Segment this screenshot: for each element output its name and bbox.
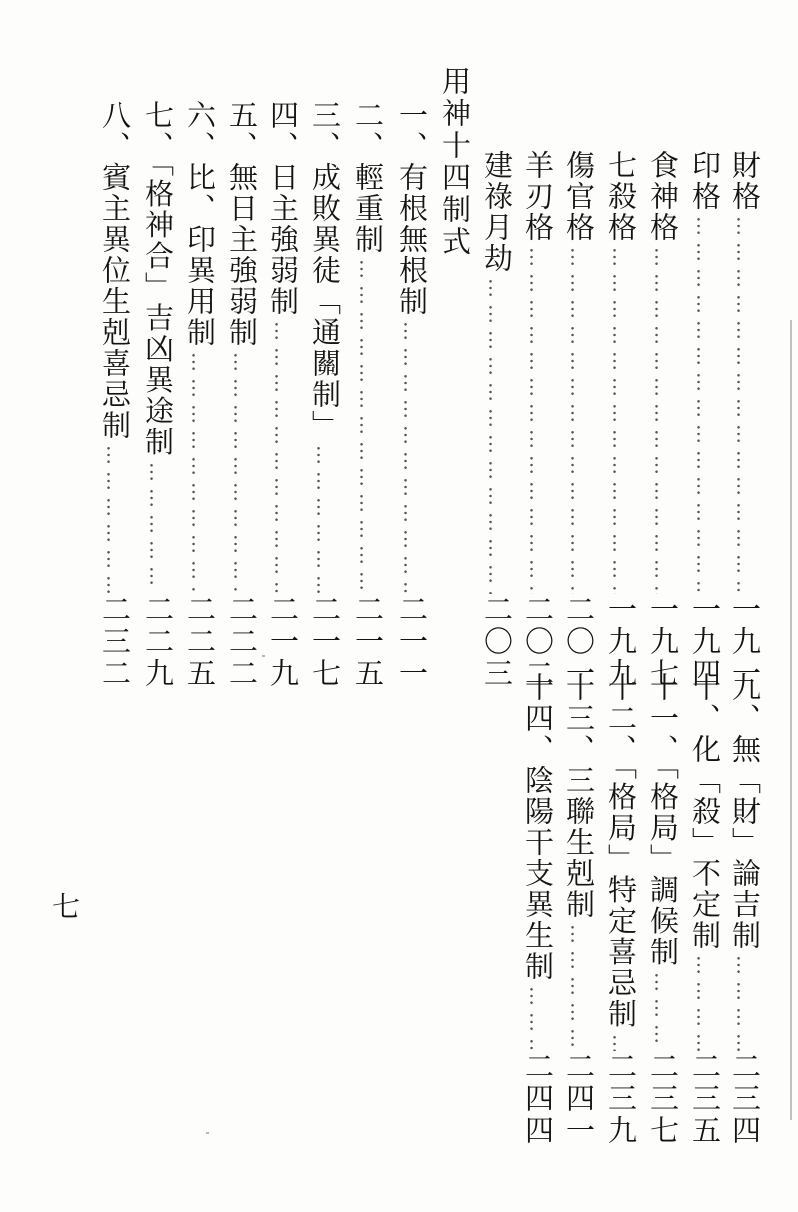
entry-page: 二一九 [266,594,300,690]
entry-title: 九、無「財」論吉制 [728,672,762,951]
toc-entry [183,100,217,690]
entry-title: 建祿月劫 [480,150,514,274]
entry-title: 六、比、印異用制 [183,100,217,348]
toc-entry [480,150,514,690]
entry-title: 傷官格 [562,150,596,243]
toc-entry [728,672,762,1147]
entry-page: 二二九 [141,594,175,690]
toc-entry [646,150,680,690]
toc-entry [604,150,638,690]
leader-dots [105,441,125,594]
toc-entry [395,100,429,690]
entry-page: 二三四 [728,1051,762,1147]
entry-title: 四、日主強弱制 [266,100,300,317]
entry-title: 八、賓主異位生剋喜忌制 [98,100,132,441]
entry-page: 二一五 [351,594,385,690]
toc-entry [266,100,300,690]
leader-dots [653,968,673,1052]
leader-dots [569,243,589,594]
entry-page: 一九一 [728,594,762,690]
entry-page: 二三七 [646,1051,680,1147]
entry-page: 二二二 [225,594,259,690]
entry-page: 一九四 [688,594,722,690]
entry-title: 十三、三聯生剋制 [562,672,596,920]
entry-title: 羊刃格 [521,150,555,243]
leader-dots [148,458,168,595]
binding-edge [790,320,792,1120]
leader-dots [358,255,378,594]
toc-entry [351,100,385,690]
entry-title: 二、輕重制 [351,100,385,255]
toc-entry [688,150,722,690]
entry-title: 十、化「殺」不定制 [688,672,722,951]
leader-dots [487,274,507,594]
entry-title: 十二、「格局」特定喜忌制 [604,672,638,1030]
toc-entry [308,100,342,690]
leader-dots [528,243,548,594]
toc-entry [521,672,555,1147]
leader-dots [528,982,548,1051]
toc-entry [562,150,596,690]
entry-title: 七、「格神合」吉凶異途制 [141,100,175,458]
page-folio: 七 [52,890,81,923]
entry-title: 食神格 [646,150,680,243]
toc-entry [98,100,132,690]
leader-dots [190,348,210,594]
entry-page: 二四一 [562,1051,596,1147]
entry-page: 一九九 [604,594,638,690]
entry-title: 七殺格 [604,150,638,243]
toc-entry [728,150,762,690]
leader-dots [315,441,335,594]
toc-entry [562,672,596,1147]
entry-page: 二〇二 [521,594,555,690]
toc-entry [688,672,722,1147]
paper-speck [206,1132,209,1134]
entry-title: 十一、「格局」調候制 [646,672,680,968]
entry-page: 一九七 [646,594,680,690]
toc-entry [225,100,259,690]
leader-dots [273,317,293,594]
entry-page: 二〇一 [562,594,596,690]
leader-dots [695,212,715,594]
entry-page: 二三二 [98,594,132,690]
entry-page: 二三五 [688,1051,722,1147]
leader-dots [232,348,252,594]
leader-dots [653,243,673,594]
leader-dots [735,951,755,1051]
leader-dots [695,951,715,1051]
entry-title: 五、無日主強弱制 [225,100,259,348]
entry-title: 印格 [688,150,722,212]
entry-page: 二二五 [183,594,217,690]
entry-page: 二四四 [521,1051,555,1147]
entry-page: 二三九 [604,1051,638,1147]
leader-dots [611,1030,631,1052]
toc-entry [141,100,175,690]
paper-speck [262,655,265,657]
leader-dots [735,212,755,594]
leader-dots [569,920,589,1051]
section-heading: 用神十四制式 [438,66,472,258]
entry-title: 一、有根無根制 [395,100,429,317]
toc-entry [521,150,555,690]
leader-dots [402,317,422,594]
entry-title: 十四、陰陽干支異生制 [521,672,555,982]
entry-page: 二一七 [308,594,342,690]
entry-page: 二一一 [395,594,429,690]
entry-title: 財格 [728,150,762,212]
toc-entry [604,672,638,1147]
entry-page: 二〇三 [480,594,514,690]
leader-dots [611,243,631,594]
entry-title: 三、成敗異徒「通關制」 [308,100,342,441]
toc-entry [646,672,680,1147]
